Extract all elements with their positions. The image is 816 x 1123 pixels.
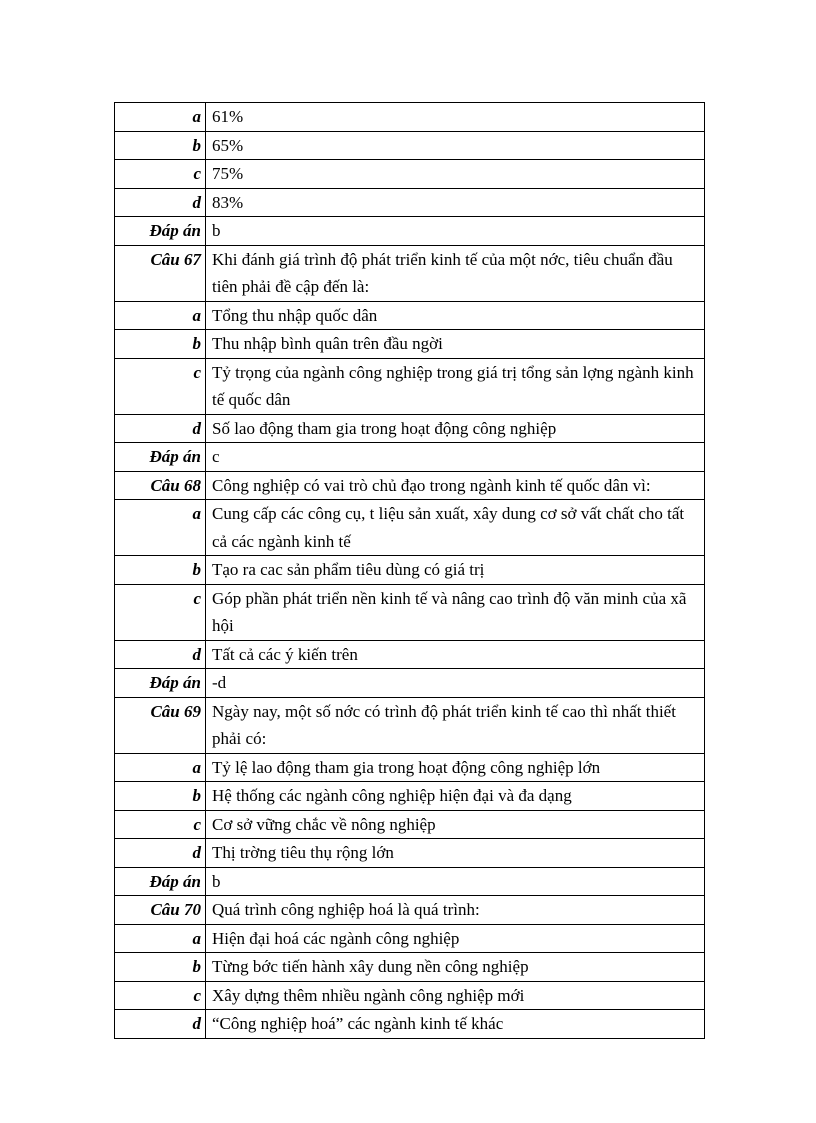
row-label: d [115,1010,206,1039]
answer-row [115,669,705,698]
row-text: Tỷ lệ lao động tham gia trong hoạt động công nghiệp lớn [206,753,705,782]
option-row [115,330,705,359]
answer-text: c [206,443,705,472]
answer-row [115,217,705,246]
row-label: b [115,556,206,585]
row-text: Xây dựng thêm nhiều ngành công nghiệp mới [206,981,705,1010]
question-label: Câu 67 [115,245,206,301]
answer-row [115,867,705,896]
row-label: c [115,981,206,1010]
question-row [115,245,705,301]
question-label: Câu 69 [115,697,206,753]
row-label: c [115,810,206,839]
answer-text: b [206,867,705,896]
option-row [115,953,705,982]
row-label: d [115,839,206,868]
row-label: a [115,753,206,782]
option-row [115,414,705,443]
answer-label: Đáp án [115,669,206,698]
row-text: Góp phần phát triển nền kinh tế và nâng cao trình độ văn minh của xã hội [206,584,705,640]
row-text: Tất cả các ý kiến trên [206,640,705,669]
option-row [115,1010,705,1039]
row-text: Số lao động tham gia trong hoạt động công nghiệp [206,414,705,443]
option-row [115,301,705,330]
row-label: b [115,782,206,811]
answer-text: -d [206,669,705,698]
row-label: d [115,640,206,669]
row-label: c [115,160,206,189]
row-label: b [115,953,206,982]
row-label: d [115,414,206,443]
row-text: Cơ sở vững chắc về nông nghiệp [206,810,705,839]
option-row [115,160,705,189]
question-text: Ngày nay, một số nớc có trình độ phát triển kinh tế cao thì nhất thiết phải có: [206,697,705,753]
question-label: Câu 68 [115,471,206,500]
row-label: a [115,103,206,132]
row-text: 75% [206,160,705,189]
question-text: Công nghiệp có vai trò chủ đạo trong ngành kinh tế quốc dân vì: [206,471,705,500]
option-row [115,103,705,132]
row-text: Thị trờng tiêu thụ rộng lớn [206,839,705,868]
question-text: Khi đánh giá trình độ phát triển kinh tế của một nớc, tiêu chuẩn đầu tiên phải đề cập đến là: [206,245,705,301]
row-text: Thu nhập bình quân trên đầu ngời [206,330,705,359]
answer-text: b [206,217,705,246]
question-row [115,471,705,500]
option-row [115,556,705,585]
row-label: d [115,188,206,217]
option-row [115,810,705,839]
answer-row [115,443,705,472]
option-row [115,584,705,640]
option-row [115,782,705,811]
option-row [115,640,705,669]
row-label: a [115,500,206,556]
option-row [115,924,705,953]
row-text: 61% [206,103,705,132]
answer-label: Đáp án [115,443,206,472]
answer-label: Đáp án [115,867,206,896]
row-text: Cung cấp các công cụ, t liệu sản xuất, xây dung cơ sở vất chất cho tất cả các ngành kinh tế [206,500,705,556]
row-label: c [115,358,206,414]
row-text: 65% [206,131,705,160]
option-row [115,188,705,217]
document-page [114,102,704,1039]
row-label: b [115,131,206,160]
row-text: Từng bớc tiến hành xây dung nền công nghiệp [206,953,705,982]
row-text: Tạo ra cac sản phẩm tiêu dùng có giá trị [206,556,705,585]
row-text: Tỷ trọng của ngành công nghiệp trong giá trị tổng sản lợng ngành kinh tế quốc dân [206,358,705,414]
option-row [115,358,705,414]
question-label: Câu 70 [115,896,206,925]
row-label: c [115,584,206,640]
option-row [115,753,705,782]
option-row [115,131,705,160]
option-row [115,839,705,868]
row-text: Tổng thu nhập quốc dân [206,301,705,330]
quiz-table [114,102,705,1039]
question-row [115,697,705,753]
answer-label: Đáp án [115,217,206,246]
row-text: 83% [206,188,705,217]
row-label: a [115,924,206,953]
row-label: a [115,301,206,330]
row-label: b [115,330,206,359]
row-text: Hiện đại hoá các ngành công nghiệp [206,924,705,953]
question-text: Quá trình công nghiệp hoá là quá trình: [206,896,705,925]
row-text: “Công nghiệp hoá” các ngành kinh tế khác [206,1010,705,1039]
question-row [115,896,705,925]
option-row [115,500,705,556]
option-row [115,981,705,1010]
row-text: Hệ thống các ngành công nghiệp hiện đại và đa dạng [206,782,705,811]
